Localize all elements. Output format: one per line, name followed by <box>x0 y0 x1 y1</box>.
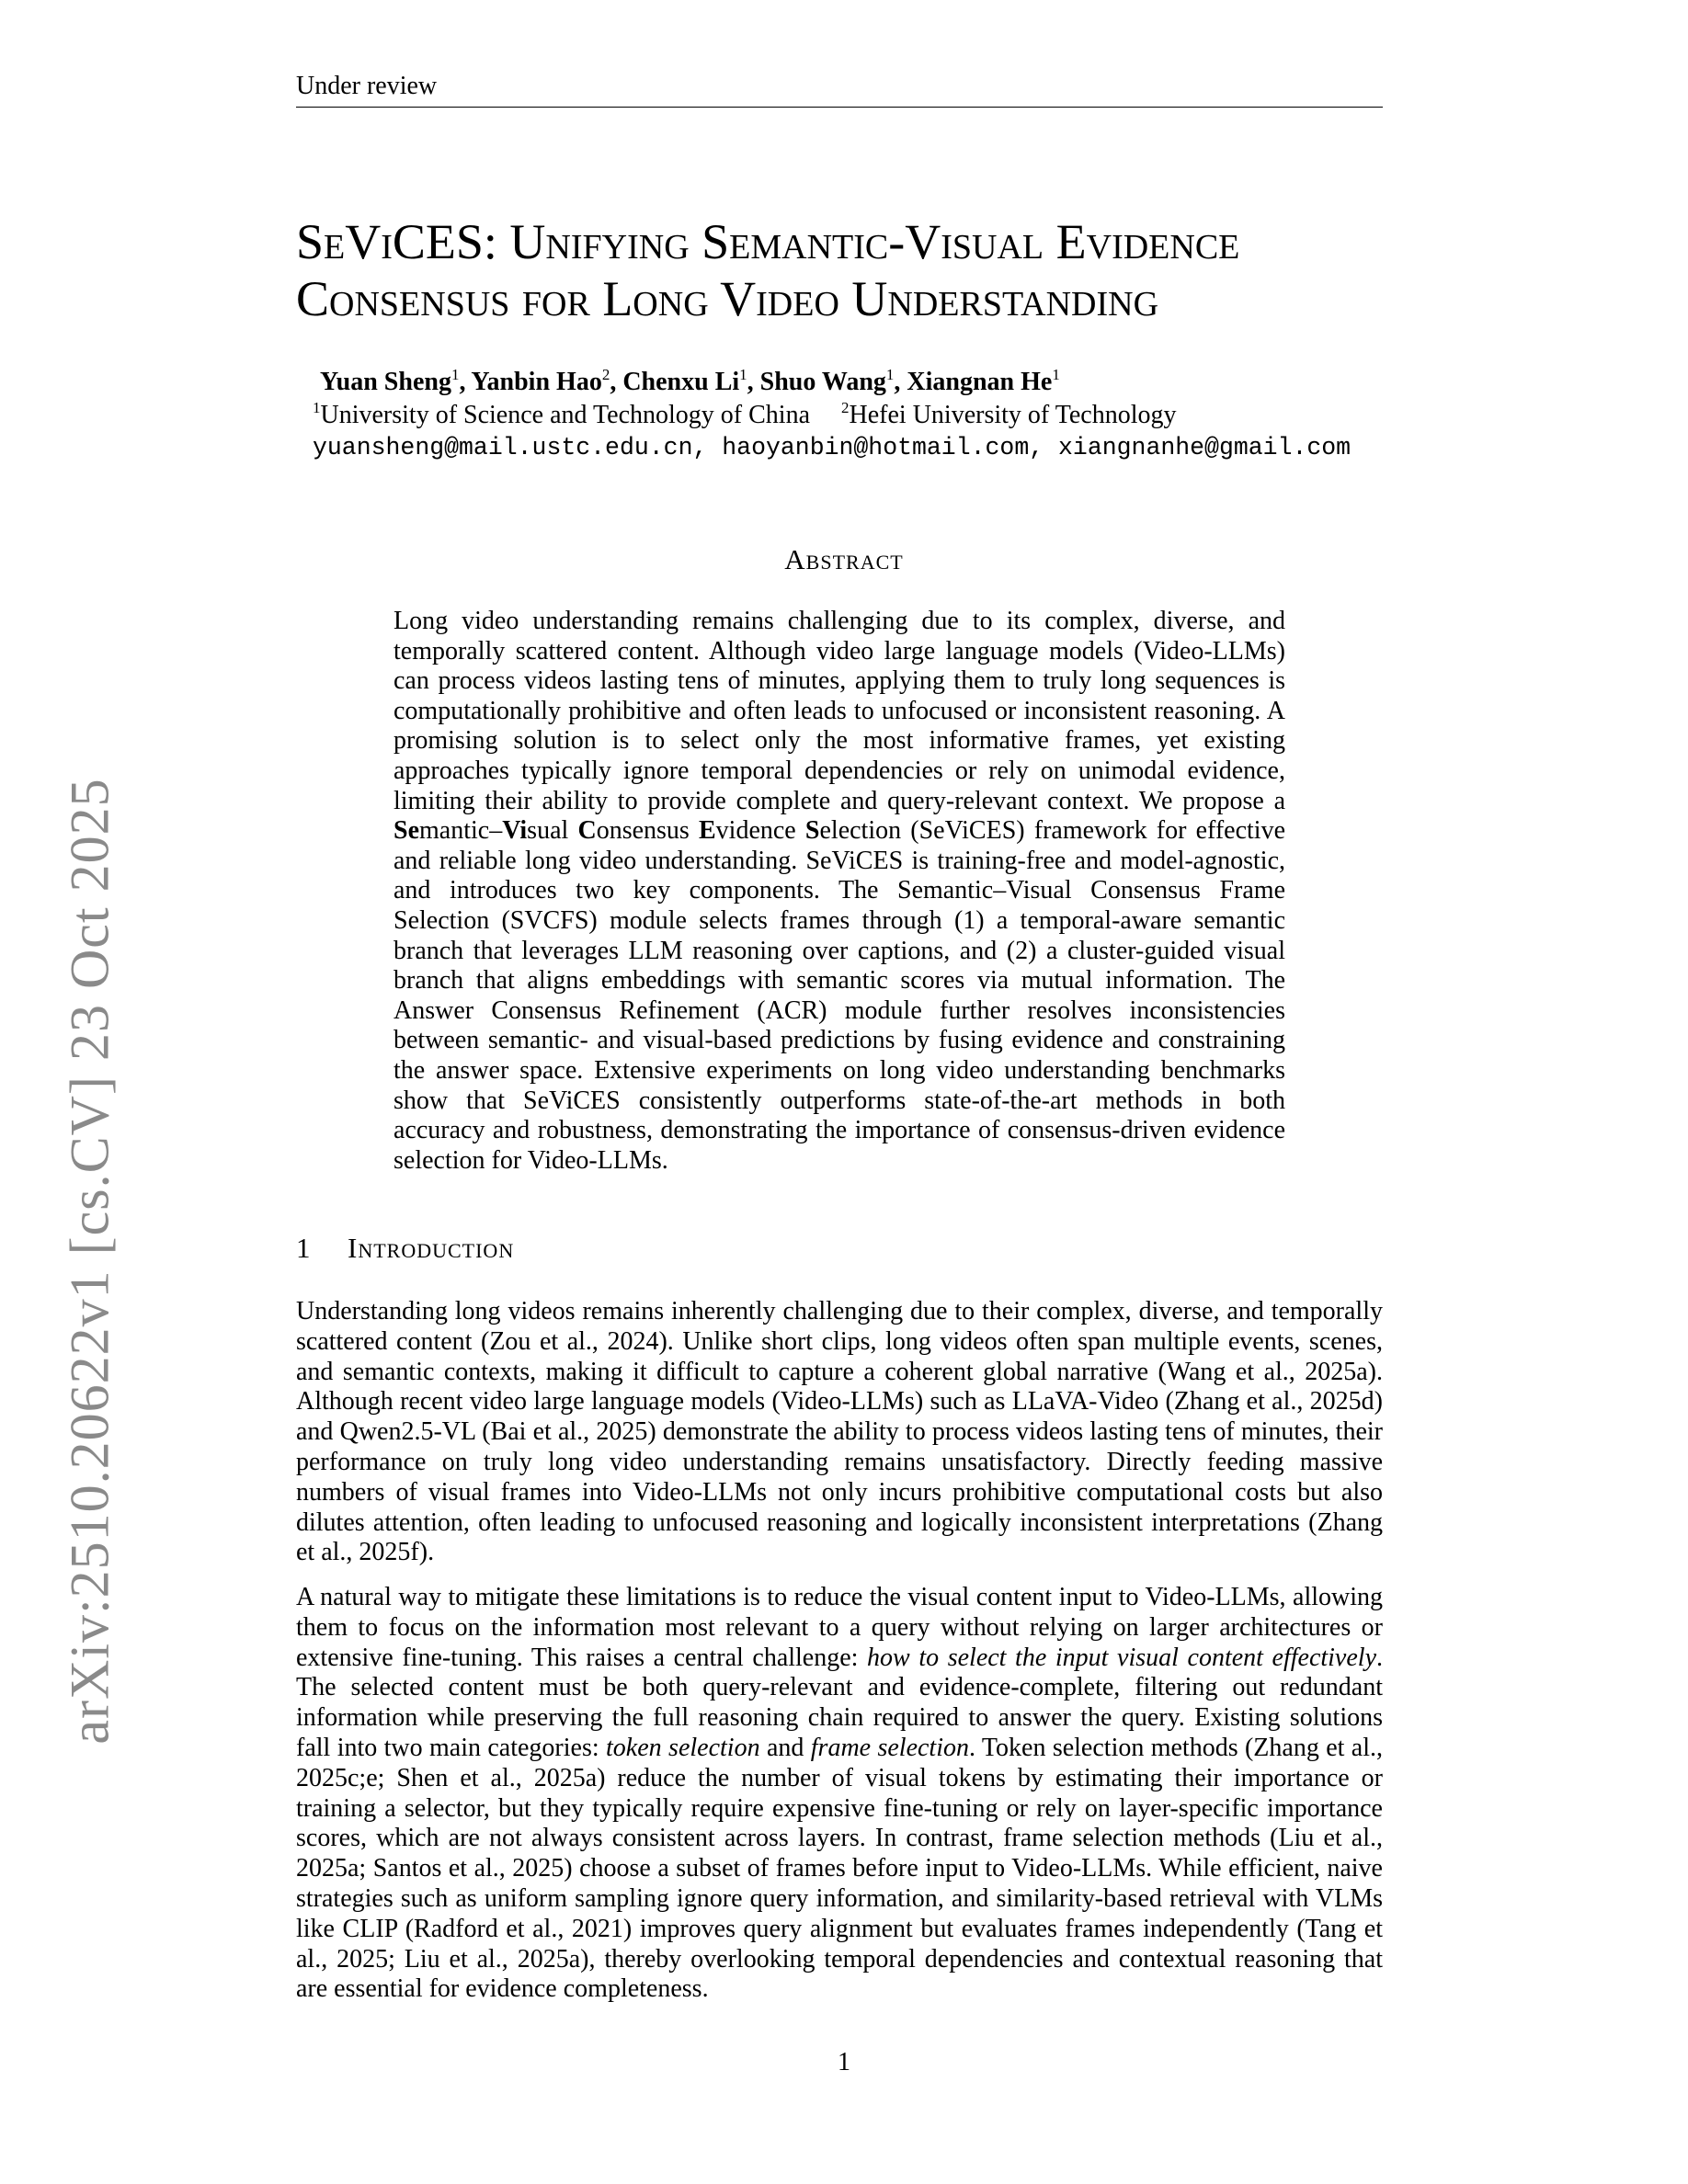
emphasis-text: how to select the input visual content effectively <box>867 1643 1376 1672</box>
author-name: Yanbin Hao <box>471 368 602 396</box>
author-name: Yuan Sheng <box>320 368 451 396</box>
author-name: Xiangnan He <box>907 368 1053 396</box>
author-list: Yuan Sheng$^1$, Yanbin Hao$^2$, Chenxu Li$^1$, Shuo Wang$^1$, Xiangnan He$^1$ <box>320 366 1060 396</box>
page-number: 1 <box>838 2048 850 2076</box>
affiliation-mark: 2 <box>841 399 850 416</box>
paper-title-line-1: SeViCES: Unifying Semantic-Visual Evidence <box>296 214 1240 269</box>
author-name: Shuo Wang <box>759 368 886 396</box>
running-header: Under review <box>296 72 438 100</box>
paper-title-line-2: Consensus for Long Video Understanding <box>296 271 1159 326</box>
section-heading-introduction <box>296 1232 514 1265</box>
affiliation-name: University of Science and Technology of China <box>320 401 811 429</box>
abstract-text: (SeViCES) framework for effective and reliable long video understanding. SeViCES is training-free and model-agnostic, and introduces two key components. The Semantic–Visual Consensus Frame Selection (SVCFS) module selects frames through (1) a temporal-aware semantic branch that leverages LLM reasoning over captions, and (2) a cluster-guided visual branch that aligns embeddings with semantic scores via mutual information. The Answer Consensus Refinement (ACR) module further resolves inconsistencies between semantic- and visual-based predictions by fusing evidence and constraining the answer space. Extensive experiments on long video understanding benchmarks show that SeViCES consistently outperforms state-of-the-art methods in both accuracy and robustness, demonstrating the importance of consensus-driven evidence selection for Video-LLMs. <box>393 816 1285 1175</box>
author-emails: yuansheng@mail.ustc.edu.cn, haoyanbin@hotmail.com, xiangnanhe@gmail.com <box>313 434 1352 461</box>
affiliation-name: Hefei University of Technology <box>849 401 1177 429</box>
intro-paragraph-2: A natural way to mitigate these limitations is to reduce the visual content input to Video-LLMs, allowing them to focus on the information most relevant to a query without relying on larger architectures or extensive fine-tuning. This raises a central challenge: how to select the input visual content effectively. The selected content must be both query-relevant and evidence-complete, filtering out redundant information while preserving the full reasoning chain required to answer the query. Existing solutions fall into two main categories: token selection and frame selection. Token selection methods (Zhang et al., 2025c;e; Shen et al., 2025a) reduce the number of visual tokens by estimating their importance or training a selector, but they typically require expensive fine-tuning or rely on layer-specific importance scores, which are not always consistent across layers. In contrast, frame selection methods (Liu et al., 2025a; Santos et al., 2025) choose a subset of frames before input to Video-LLMs. While efficient, naive strategies such as uniform sampling ignore query information, and similarity-based retrieval with VLMs like CLIP (Radford et al., 2021) improves query alignment but evaluates frames independently (Tang et al., 2025; Liu et al., 2025a), thereby overlooking temporal dependencies and contextual reasoning that are essential for evidence completeness. <box>296 1583 1384 2004</box>
arxiv-side-stamp: arXiv:2510.20622v1 [cs.CV] 23 Oct 2025 <box>59 778 120 1745</box>
emphasis-text: token selection <box>606 1733 760 1762</box>
affiliation-list <box>313 401 1177 430</box>
intro-paragraph-1: Understanding long videos remains inherently challenging due to their complex, diverse, and temporally scattered content (Zou et al., 2024). Unlike short clips, long videos often span multiple events, scenes, and semantic contexts, making it difficult to capture a coherent global narrative (Wang et al., 2025a). Although recent video large language models (Video-LLMs) such as LLaVA-Video (Zhang et al., 2025d) and Qwen2.5-VL (Bai et al., 2025) demonstrate the ability to process videos lasting tens of minutes, their performance on truly long video understanding remains unsatisfactory. Directly feeding massive numbers of visual frames into Video-LLMs not only incurs prohibitive computational costs but also dilutes attention, often leading to unfocused reasoning and logically inconsistent interpretations (Zhang et al., 2025f). <box>296 1297 1383 1567</box>
author-affiliation-mark: 2 <box>601 366 610 383</box>
author-affiliation-mark: 1 <box>1052 366 1060 383</box>
section-title: Introduction <box>348 1232 515 1264</box>
author-affiliation-mark: 1 <box>885 366 895 383</box>
abstract-text: Long video understanding remains challenging due to its complex, diverse, and temporally scattered content. Although video large language models (Video-LLMs) can process videos lasting tens of minutes, applying them to truly long sequences is computationally prohibitive and often leads to unfocused or inconsistent reasoning. A promising solution is to select only the most informative frames, yet existing approaches typically ignore temporal dependencies or rely on unimodal evidence, limiting their ability to provide complete and query-relevant context. We propose a <box>393 607 1285 815</box>
author-name: Chenxu Li <box>622 368 740 396</box>
abstract-body <box>393 607 1285 1176</box>
framework-name: Semantic–Visual Consensus Evidence Selection <box>393 816 902 846</box>
section-number: 1 <box>296 1232 312 1264</box>
header-rule <box>296 107 1383 108</box>
author-affiliation-mark: 1 <box>451 366 460 383</box>
affiliation-mark: 1 <box>313 399 321 416</box>
abstract-heading: Abstract <box>784 543 904 575</box>
paper-title <box>296 213 1383 327</box>
author-affiliation-mark: 1 <box>739 366 747 383</box>
emphasis-text: frame selection <box>810 1733 969 1762</box>
